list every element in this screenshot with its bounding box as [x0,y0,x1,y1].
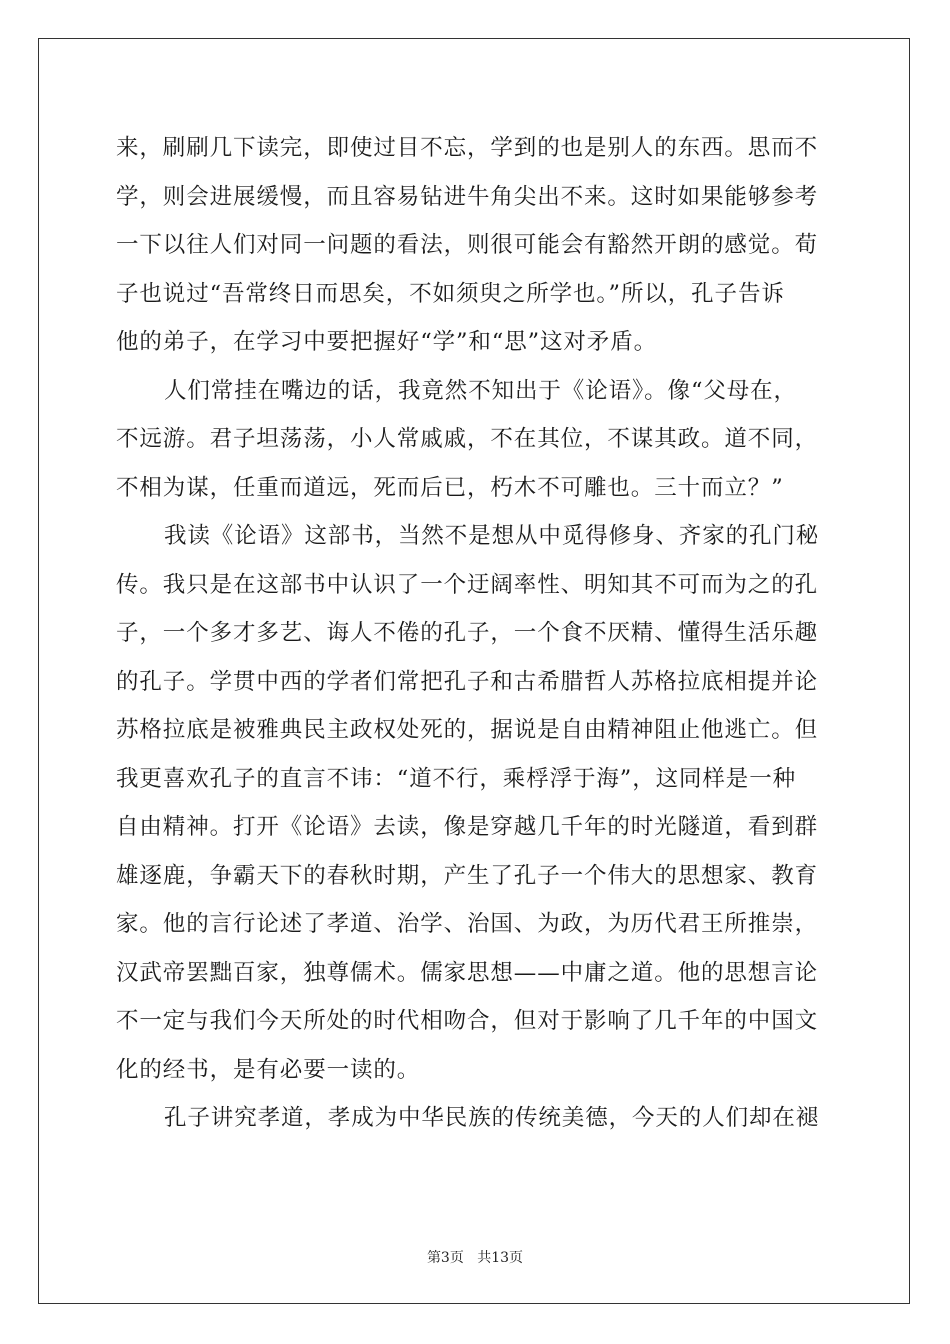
text-line: 学，则会进展缓慢，而且容易钻进牛角尖出不来。这时如果能够参考 [116,183,819,210]
text-line: 汉武帝罢黜百家，独尊儒术。儒家思想——中庸之道。他的思想言论 [116,959,819,986]
text-line: 传。我只是在这部书中认识了一个迂阔率性、明知其不可而为之的孔 [116,571,819,598]
paragraph-start-line: 我读《论语》这部书，当然不是想从中觅得修身、齐家的孔门秘 [164,523,820,549]
text-line: 苏格拉底是被雅典民主政权处死的，据说是自由精神阻止他逃亡。但 [116,717,819,743]
text-line: 不远游。君子坦荡荡，小人常戚戚，不在其位，不谋其政。道不同， [116,426,819,452]
text-line: 自由精神。打开《论语》去读，像是穿越几千年的时光隧道，看到群 [116,814,819,840]
text-line: 我更喜欢孔子的直言不讳：“道不行，乘桴浮于海”，这同样是一种 [116,765,797,792]
text-line: 他的弟子，在学习中要把握好“学”和“思”这对矛盾。 [116,329,658,355]
page-total: 共13页 [477,1250,524,1266]
text-line: 家。他的言行论述了孝道、治学、治国、为政，为历代君王所推崇， [116,911,819,937]
text-line: 不相为谋，任重而道远，死而后已，朽木不可雕也。三十而立？” [116,474,784,501]
document-body [116,124,834,1143]
text-line: 的孔子。学贯中西的学者们常把孔子和古希腊哲人苏格拉底相提并论 [116,668,819,695]
text-line: 化的经书，是有必要一读的。 [116,1056,421,1083]
text-line: 不一定与我们今天所处的时代相吻合，但对于影响了几千年的中国文 [116,1008,819,1034]
text-line: 子，一个多才多艺、诲人不倦的孔子，一个食不厌精、懂得生活乐趣 [116,620,819,646]
text-line: 雄逐鹿，争霸天下的春秋时期，产生了孔子一个伟大的思想家、教育 [116,862,819,889]
text-line: 来，刷刷几下读完，即使过目不忘，学到的也是别人的东西。思而不 [116,135,819,161]
paragraph-start-line: 人们常挂在嘴边的话，我竟然不知出于《论语》。像“父母在， [164,377,797,404]
text-line: 子也说过“吾常终日而思矣，不如须臾之所学也。”所以，孔子告诉 [116,280,785,307]
paragraph-start-line: 孔子讲究孝道，孝成为中华民族的传统美德，今天的人们却在褪 [164,1105,820,1131]
text-line: 一下以往人们对同一问题的看法，则很可能会有豁然开朗的感觉。荀 [116,232,819,258]
page-footer [0,1248,950,1268]
page-number: 第3页 [426,1250,464,1266]
